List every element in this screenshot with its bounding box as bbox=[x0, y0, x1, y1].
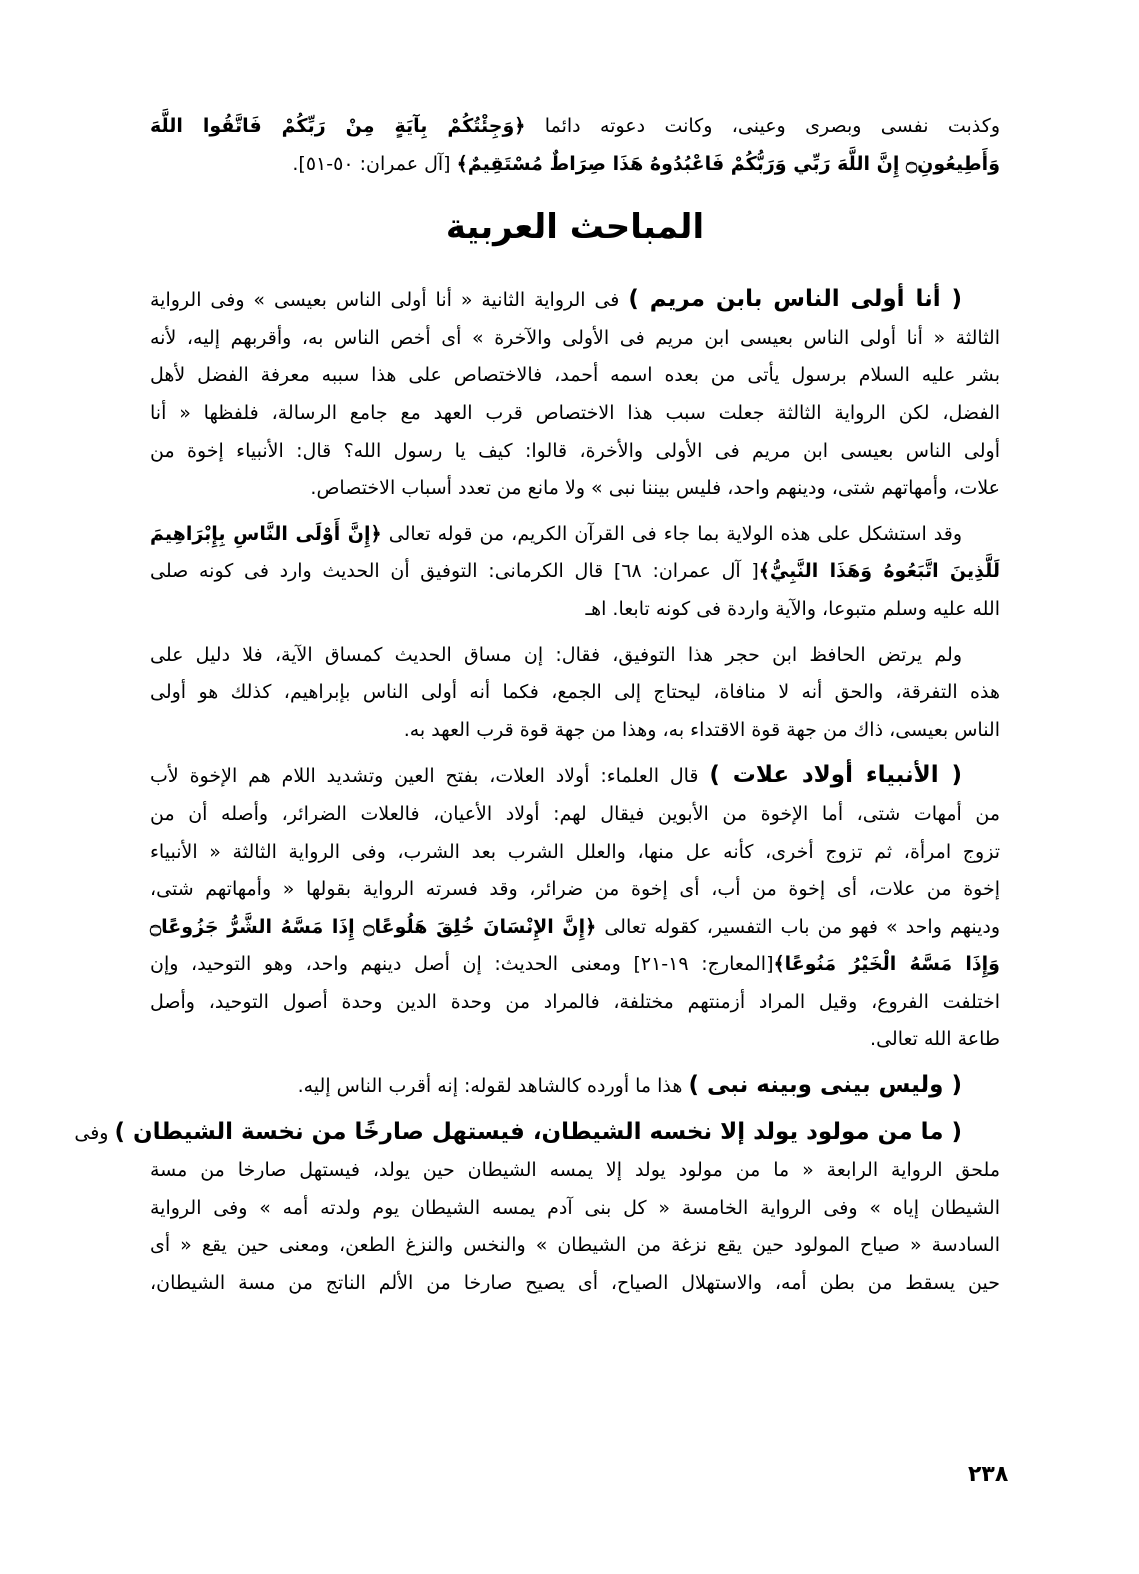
text-line bbox=[150, 553, 1000, 591]
text-line: السادسة « صياح المولود حين يقع نزغة من الشيطان » والنخس والنزغ الطعن، ومعنى حين يقع « أى bbox=[150, 1234, 1000, 1257]
commentary-paragraph bbox=[150, 637, 1000, 750]
body-text: ودينهم واحد » فهو من باب التفسير، كقوله تعالى bbox=[596, 915, 1001, 938]
hadith-lemma: ( الأنبياء أولاد علات ) bbox=[709, 762, 962, 789]
text-line: الثالثة « أنا أولى الناس بعيسى ابن مريم فى الأولى والآخرة » أى أخص الناس به، وأقربهم إليه، لأنه bbox=[150, 326, 1000, 349]
section-title: المباحث العربية bbox=[445, 207, 705, 248]
text-line bbox=[150, 516, 1000, 554]
text-line bbox=[150, 1067, 1000, 1106]
text-line bbox=[150, 757, 1000, 796]
body-text: وكذبت نفسى وبصرى وعينى، وكانت دعوته دائما bbox=[525, 115, 1000, 137]
text-line: اختلفت الفروع، وقيل المراد أزمنتهم مختلفة، فالمراد من وحدة الدين وحدة أصول التوحيد، وأصل bbox=[150, 990, 1000, 1013]
quran-verse: وَإِذَا مَسَّهُ الْخَيْرُ مَنُوعًا﴾ bbox=[773, 953, 1000, 976]
text-line: تزوج امرأة، ثم تزوج أخرى، كأنه عل منها، والعلل الشرب بعد الشرب، وفى الرواية الثالثة « الأنبياء bbox=[150, 840, 1000, 863]
commentary-paragraph bbox=[74, 1114, 1000, 1303]
commentary-paragraph bbox=[150, 281, 1000, 508]
body-text: [ آل عمران: ٦٨] قال الكرمانى: التوفيق أن الحديث وارد فى كونه صلى bbox=[150, 560, 759, 583]
text-line: حين يسقط من بطن أمه، والاستهلال الصياح، أى يصيح صارخا من الألم الناتج من مسة الشيطان، bbox=[150, 1272, 1000, 1295]
hadith-lemma: ( أنا أولى الناس بابن مريم ) bbox=[628, 286, 962, 313]
text-line: ملحق الرواية الرابعة « ما من مولود يولد إلا يمسه الشيطان حين يولد، فيستهل صارخا من مسة bbox=[150, 1159, 1000, 1182]
hadith-lemma: ( وليس بينى وبينه نبى ) bbox=[688, 1072, 962, 1099]
text-line: الفضل، لكن الرواية الثالثة جعلت سبب هذا الاختصاص قرب العهد مع جامع الرسالة، فلفظها « أنا bbox=[150, 401, 1000, 424]
text-line bbox=[74, 1114, 1000, 1153]
book-page bbox=[74, 108, 1001, 1303]
commentary-paragraph bbox=[150, 516, 1000, 629]
text-line: الناس بعيسى، ذاك من جهة قوة الاقتداء به، وهذا من جهة قوة قرب العهد به. bbox=[403, 718, 1000, 741]
body-text: ولم يرتض الحافظ ابن حجر هذا التوفيق، فقال: إن مساق الحديث كمساق الآية، فلا دليل على bbox=[150, 643, 962, 666]
text-line: من أمهات شتى، أما الإخوة من الأبوين فيقال لهم: أولاد الأعيان، فالعلات الضرائر، وأصله أن من bbox=[150, 802, 1000, 825]
body-text: وقد استشكل على هذه الولاية بما جاء فى القرآن الكريم، من قوله تعالى bbox=[381, 522, 962, 545]
text-line bbox=[150, 909, 1000, 947]
text-line: إخوة من علات، أى إخوة من أب، أى إخوة من ضرائر، وقد فسرته الرواية بقولها « وأمهاتهم شتى، bbox=[150, 878, 1000, 901]
body-text: هذا ما أورده كالشاهد لقوله: إنه أقرب الناس إليه. bbox=[297, 1075, 689, 1098]
quran-verse: لَلَّذِينَ اتَّبَعُوهُ وَهَذَا النَّبِيُّ﴾ bbox=[758, 560, 1000, 583]
intro-paragraph bbox=[150, 108, 1000, 183]
commentary-paragraph bbox=[150, 1067, 1000, 1106]
hadith-lemma: ( ما من مولود يولد إلا نخسه الشيطان، فيستهل صارخًا من نخسة الشيطان ) bbox=[114, 1118, 962, 1145]
text-line: الشيطان إياه » وفى الرواية الخامسة « كل بنى آدم يمسه الشيطان يوم ولدته أمه » وفى الرواية bbox=[150, 1196, 1000, 1219]
quran-verse: ﴿وَجِئْتُكُمْ بِآيَةٍ مِنْ رَبِّكُمْ فَاتَّقُوا اللَّهَ bbox=[150, 115, 526, 137]
body-text: وفى bbox=[74, 1121, 115, 1144]
quran-verse: وَأَطِيعُونِ۝ إِنَّ اللَّهَ رَبِّي وَرَبُّكُمْ فَاعْبُدُوهُ هَذَا صِرَاطٌ مُسْتَقِيمٌ﴾ bbox=[456, 152, 1000, 175]
body-text: [المعارج: ١٩-٢١] ومعنى الحديث: إن أصل دينهم واحد، وهو التوحيد، وإن bbox=[150, 953, 774, 976]
page-number: ٢٣٨ bbox=[968, 1462, 1009, 1487]
text-line: الله عليه وسلم متبوعا، والآية واردة فى كونه تابعا. اهـ bbox=[585, 597, 1000, 620]
text-line: أولى الناس بعيسى ابن مريم فى الأولى والأخرة، قالوا: كيف يا رسول الله؟ قال: الأنبياء إخوة من bbox=[150, 439, 1000, 462]
text-line: بشر عليه السلام برسول يأتى من بعده اسمه أحمد، فالاختصاص على هذا سببه معرفة الفضل لأهل bbox=[150, 364, 1000, 387]
verse-citation: [آل عمران: ٥٠-٥١]. bbox=[292, 152, 457, 175]
text-line bbox=[150, 637, 1000, 675]
body-text: قال العلماء: أولاد العلات، بفتح العين وتشديد اللام هم الإخوة لأب bbox=[150, 765, 710, 788]
text-line bbox=[150, 946, 1000, 984]
text-line: هذه التفرقة، والحق أنه لا منافاة، ليحتاج إلى الجمع، فكما أنه أولى الناس بإبراهيم، كذلك هو أولى bbox=[150, 681, 1000, 704]
text-line: طاعة الله تعالى. bbox=[870, 1028, 1000, 1051]
quran-verse: ﴿إِنَّ أَوْلَى النَّاسِ بِإِبْرَاهِيمَ bbox=[150, 522, 382, 545]
text-line bbox=[150, 281, 1000, 320]
text-line: علات، وأمهاتهم شتى، ودينهم واحد، فليس بيننا نبى » ولا مانع من تعدد أسباب الاختصاص. bbox=[310, 477, 1000, 500]
commentary-paragraph bbox=[150, 757, 1000, 1059]
body-text: فى الرواية الثانية « أنا أولى الناس بعيسى » وفى الرواية bbox=[150, 289, 629, 312]
quran-verse: ﴿إِنَّ الإِنْسَانَ خُلِقَ هَلُوعًا۝ إِذَا مَسَّهُ الشَّرُّ جَزُوعًا۝ bbox=[150, 915, 597, 938]
text-line bbox=[150, 146, 1000, 184]
text-line bbox=[150, 108, 1000, 146]
